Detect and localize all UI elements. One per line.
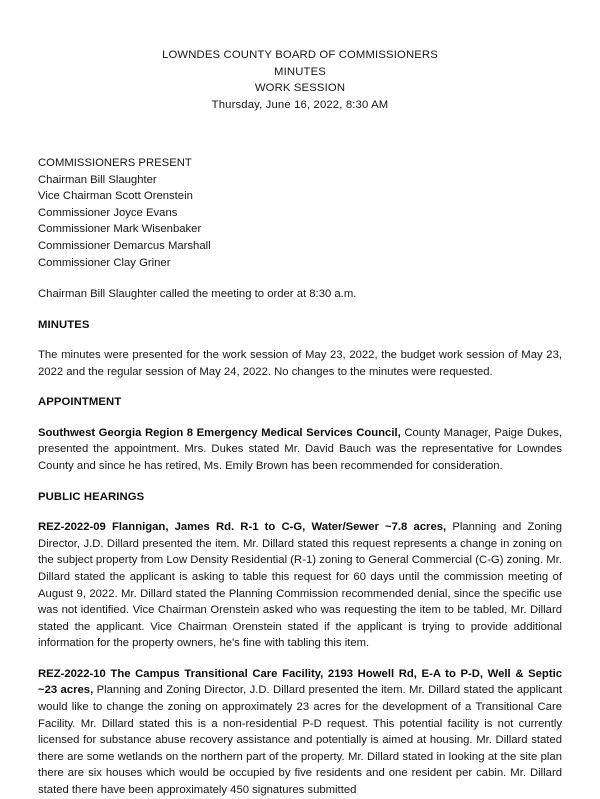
- section-heading-minutes: MINUTES: [38, 318, 90, 331]
- spacer-before-public-hearings-heading: [38, 475, 562, 489]
- title-line-session-type: WORK SESSION: [254, 82, 346, 94]
- rezoning-item-rez-2022-09: [38, 519, 562, 652]
- commissioners-present-heading: COMMISSIONERS PRESENT: [38, 157, 192, 169]
- rez-2022-10-lead-in: REZ-2022-10 The Campus Transitional Care Facility, 2193 Howell Rd, E-A to P-D, Well & Septic ~23 acres,: [38, 667, 562, 697]
- spacer-before-appointment-heading: [38, 380, 562, 394]
- commissioner-chairman: Chairman Bill Slaughter: [38, 173, 157, 186]
- spacer-after-minutes-heading: [38, 333, 562, 347]
- spacer-before-call-to-order: [38, 271, 562, 286]
- rez-2022-09-lead-in: REZ-2022-09 Flannigan, James Rd. R-1 to C-G, Water/Sewer ~7.8 acres,: [38, 521, 447, 534]
- appointment-paragraph: [38, 425, 562, 475]
- spacer-between-rezoning-items: [38, 652, 562, 666]
- section-heading-appointment: APPOINTMENT: [38, 396, 122, 409]
- minutes-paragraph: The minutes were presented for the work session of May 23, 2022, the budget work session of May 23, 2022 and the regular session of May 24, 2022. No changes to the minutes were requested.: [38, 349, 562, 378]
- title-line-organization: LOWNDES COUNTY BOARD OF COMMISSIONERS: [162, 49, 438, 61]
- call-to-order-text: Chairman Bill Slaughter called the meeting to order at 8:30 a.m.: [38, 288, 357, 301]
- rezoning-item-rez-2022-10: [38, 666, 562, 799]
- title-line-minutes: MINUTES: [274, 65, 326, 78]
- commissioners-present-block: [38, 155, 562, 271]
- commissioner-vice-chairman: Vice Chairman Scott Orenstein: [38, 190, 193, 203]
- rez-2022-10-body-text: Planning and Zoning Director, J.D. Dillard presented the item. Mr. Dillard stated the applicant would like to change the zoning on approximately 23 acres for the development of a Transitional Care Facility. Mr. Dillard stated this is a non-residential P-D request. This potential facility is not currently licensed for substance abuse recovery assistance and potentially is aimed at housing. Mr. Dillard stated there are some wetlands on the northern part of the property. Mr. Dillard stated in looking at the site plan there are six houses which would be occupied by five residents and one resident per cabin. Mr. Dillard stated there have been approximately 450 signatures submitted: [38, 684, 562, 797]
- appointment-body-text: County Manager, Paige Dukes, presented the appointment. Mrs. Dukes stated Mr. David Bauch was the representative for Lowndes County and since he has retired, Ms. Emily Brown has been recommended for consideration.: [38, 426, 562, 473]
- rez-2022-09-body-text: Planning and Zoning Director, J.D. Dillard presented the item. Mr. Dillard stated this request represents a change in zoning on the subject property from Low Density Residential (R-1) zoning to General Commercial (C-G) zoning. Mr. Dillard stated the applicant is asking to table this request for 60 days until the commission meeting of August 9, 2022. Mr. Dillard stated the Planning Commission recommended denial, since the specific use was not identified. Vice Chairman Orenstein asked who was requesting the item to be tabled, Mr. Dillard stated the applicant. Vice Chairman Orenstein stated if the applicant is trying to provide additional information for the property owners, he's fine with tabling this item.: [38, 521, 562, 650]
- spacer-after-appointment-heading: [38, 411, 562, 425]
- appointment-lead-in: Southwest Georgia Region 8 Emergency Medical Services Council,: [38, 426, 401, 439]
- commissioner-joyce-evans: Commissioner Joyce Evans: [38, 206, 178, 219]
- spacer-after-public-hearings-heading: [38, 505, 562, 519]
- section-heading-public-hearings: PUBLIC HEARINGS: [38, 490, 145, 503]
- commissioner-clay-griner: Commissioner Clay Griner: [38, 256, 171, 269]
- spacer-before-minutes-heading: [38, 303, 562, 317]
- title-spacer: [38, 113, 562, 155]
- title-line-datetime: Thursday, June 16, 2022, 8:30 AM: [211, 98, 389, 111]
- commissioner-demarcus-marshall: Commissioner Demarcus Marshall: [38, 239, 211, 252]
- document-title-block: [38, 47, 562, 113]
- commissioner-mark-wisenbaker: Commissioner Mark Wisenbaker: [38, 223, 202, 236]
